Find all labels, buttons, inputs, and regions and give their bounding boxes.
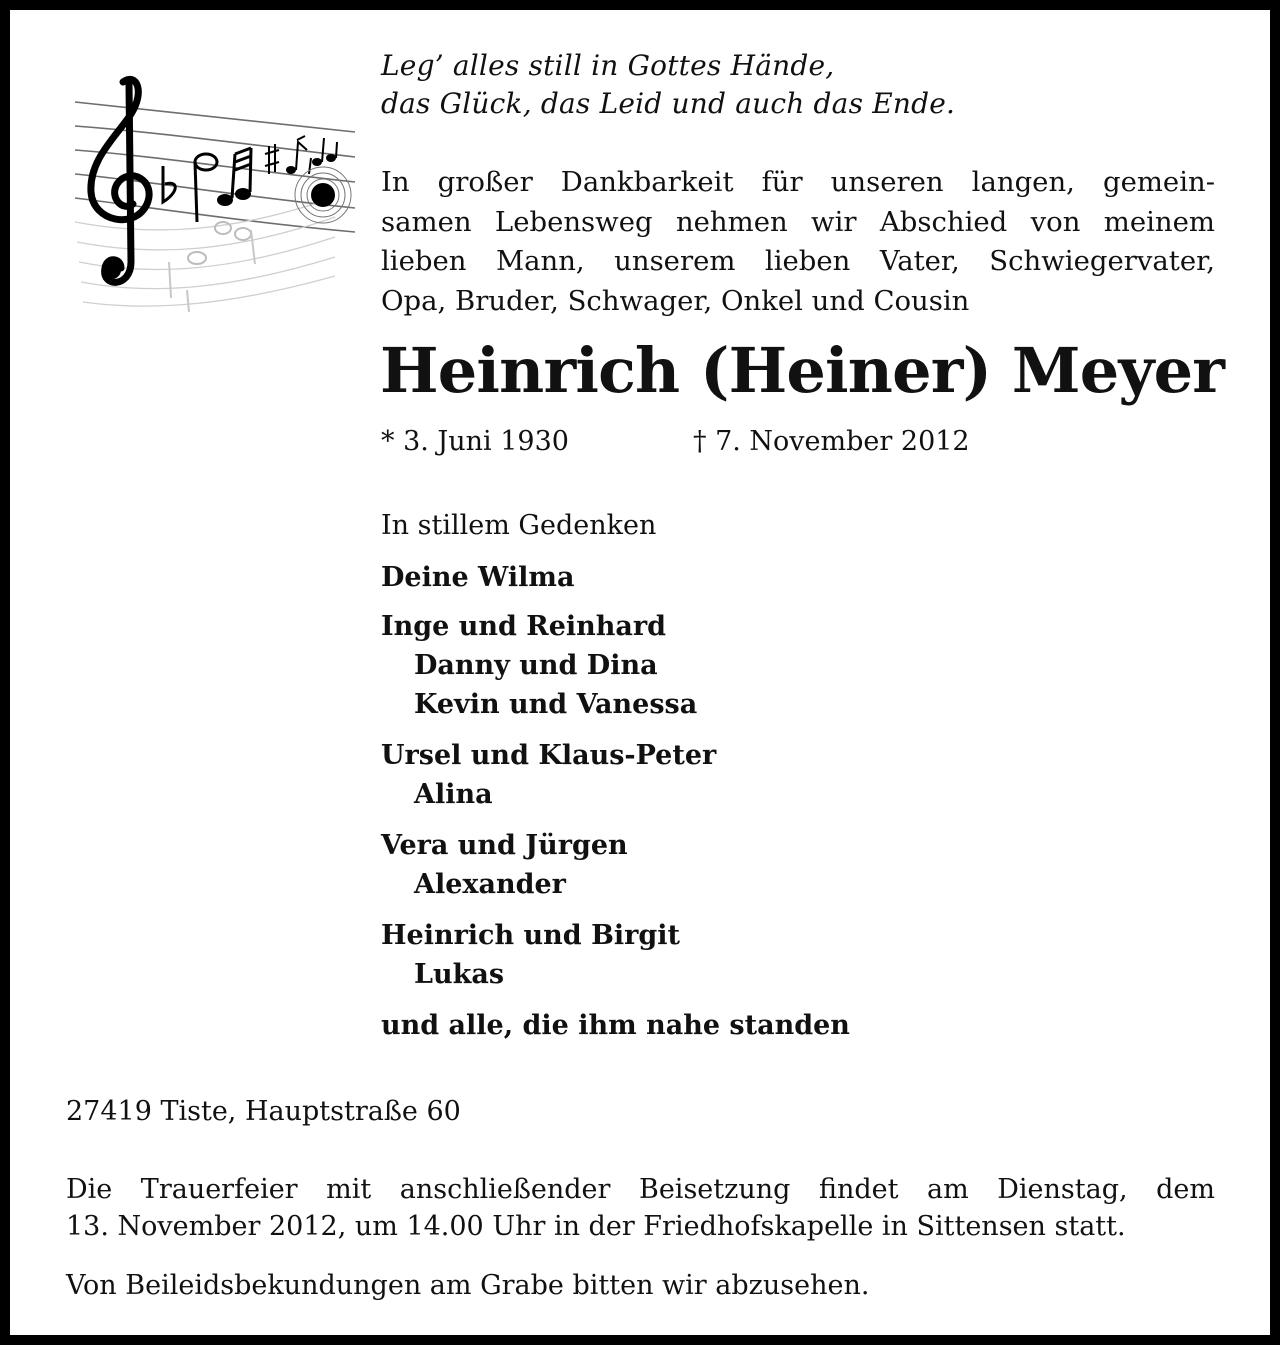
- mourner-family-1-child-1: Danny und Dina: [414, 650, 658, 681]
- condolence-note: Von Beileidsbekundungen am Grabe bitten wir abzusehen.: [66, 1270, 870, 1301]
- mourner-family-4-child-1: Lukas: [414, 959, 505, 990]
- mourner-wife: Deine Wilma: [381, 562, 575, 593]
- birth-date: * 3. Juni 1930: [381, 426, 569, 457]
- death-date: † 7. November 2012: [693, 426, 970, 457]
- mourner-family-2: Ursel und Klaus-Peter: [381, 740, 717, 771]
- intro-line-2: samen Lebensweg nehmen wir Abschied von meinem: [381, 205, 1215, 238]
- mourner-others: und alle, die ihm nahe standen: [381, 1010, 850, 1041]
- music-notes-icon: [65, 62, 365, 312]
- deceased-name: Heinrich (Heiner) Meyer: [380, 334, 1225, 407]
- intro-line-4: Opa, Bruder, Schwager, Onkel und Cousin: [381, 284, 970, 317]
- intro-line-1: In großer Dankbarkeit für unseren langen, gemein-: [381, 166, 1215, 198]
- verse-line-1: Leg’ alles still in Gottes Hände,: [381, 49, 835, 82]
- funeral-line-1: Die Trauerfeier mit anschließender Beisetzung findet am Dienstag, dem: [66, 1174, 1215, 1205]
- mourner-family-3: Vera und Jürgen: [381, 830, 628, 861]
- mourner-family-4: Heinrich und Birgit: [381, 920, 680, 951]
- mourner-family-1-child-2: Kevin und Vanessa: [414, 689, 698, 720]
- intro-paragraph: [381, 163, 1215, 321]
- funeral-line-2: 13. November 2012, um 14.00 Uhr in der Friedhofskapelle in Sittensen statt.: [66, 1211, 1126, 1242]
- verse-line-2: das Glück, das Leid und auch das Ende.: [381, 87, 956, 120]
- mourner-family-2-child-1: Alina: [414, 779, 493, 810]
- intro-line-3: lieben Mann, unserem lieben Vater, Schwiegervater,: [381, 245, 1215, 277]
- address: 27419 Tiste, Hauptstraße 60: [66, 1096, 461, 1127]
- mourner-family-1: Inge und Reinhard: [381, 611, 666, 642]
- mourner-family-3-child-1: Alexander: [414, 869, 566, 900]
- memory-heading: In stillem Gedenken: [381, 510, 657, 541]
